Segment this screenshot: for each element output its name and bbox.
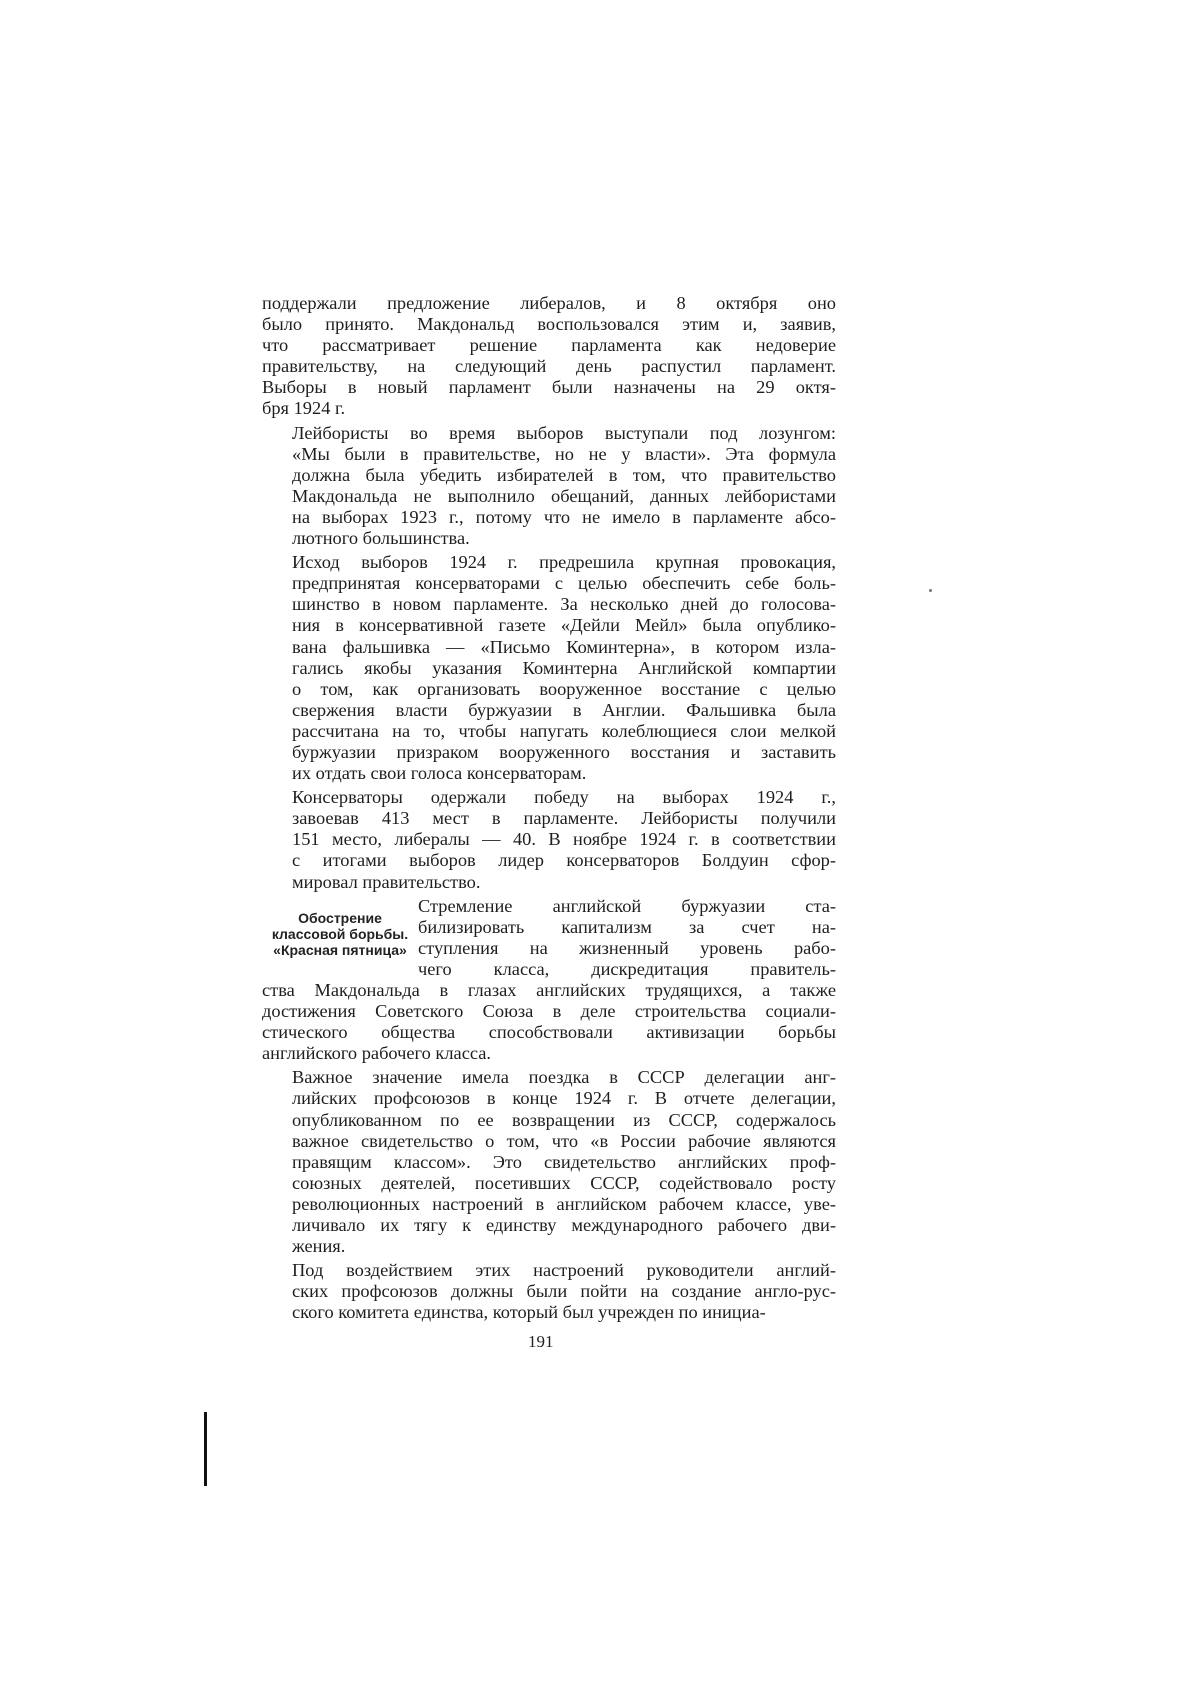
paragraph (262, 552, 836, 784)
text-line: поддержали предложение либералов, и 8 октября оно (262, 293, 836, 313)
side-heading-section (262, 896, 836, 980)
text-line: Под воздействием этих настроений руководители англий- (292, 1260, 836, 1281)
text-line: ступления на жизненный уровень рабо- (418, 937, 836, 958)
text-line: опубликованном по ее возвращении из СССР, содержалось (292, 1109, 836, 1130)
section-heading-line: классовой борьбы. (271, 925, 409, 942)
page-number: 191 (528, 1332, 554, 1351)
text-line: 151 место, либералы — 40. В ноябре 1924 г. в соответствии (292, 829, 836, 850)
text-line: английского рабочего класса. (262, 1043, 492, 1064)
text-line: лийских профсоюзов в конце 1924 г. В отчете делегации, (292, 1088, 836, 1109)
text-line: революционных настроений в английском рабочем классе, уве- (292, 1193, 836, 1214)
bottom-paragraphs (262, 1067, 836, 1323)
side-paragraph-start (418, 896, 836, 980)
top-paragraphs (262, 293, 836, 893)
paragraph (262, 1067, 836, 1257)
text-line: свержения власти буржуазии в Англии. Фальшивка была (292, 699, 836, 720)
side-paragraph-continuation (262, 980, 836, 1064)
paragraph (262, 787, 836, 892)
text-line: Важное значение имела поездка в СССР делегации анг- (292, 1067, 836, 1088)
paragraph (262, 423, 836, 550)
text-line: предпринятая консерваторами с целью обеспечить себе боль- (292, 573, 836, 594)
margin-mark (204, 1412, 207, 1486)
text-line: ских профсоюзов должны были пойти на создание англо-рус- (292, 1281, 836, 1302)
text-line: рассчитана на то, чтобы напугать колеблющиеся слои мелкой (292, 720, 836, 741)
text-line: ского комитета единства, который был учрежден по инициа- (292, 1302, 766, 1323)
text-line: ства Макдональда в глазах английских трудящихся, а также (262, 980, 836, 1000)
text-line: шинство в новом парламенте. За несколько дней до голосова- (292, 594, 836, 615)
text-line: Лейбористы во время выборов выступали под лозунгом: (292, 422, 836, 443)
text-line: Консерваторы одержали победу на выборах 1924 г., (292, 787, 836, 808)
text-line: союзных деятелей, посетивших СССР, содействовало росту (292, 1172, 836, 1193)
text-line: правящим классом». Это свидетельство английских проф- (292, 1151, 836, 1172)
text-line: должна была убедить избирателей в том, что правительство (292, 464, 836, 485)
text-line: Стремление английской буржуазии ста- (418, 895, 836, 916)
text-line: билизировать капитализм за счет на- (418, 916, 836, 937)
text-line: достижения Советского Союза в деле строительства социали- (262, 1001, 836, 1022)
text-line: личивало их тягу к единству международного рабочего дви- (292, 1215, 836, 1236)
text-line: мировал правительство. (292, 871, 481, 892)
text-line: Выборы в новый парламент были назначены на 29 октя- (262, 377, 836, 398)
section-heading-line: Обострение (298, 909, 382, 926)
text-line: их отдать свои голоса консерваторам. (292, 763, 587, 784)
text-line: гались якобы указания Коминтерна Английской компартии (292, 657, 836, 678)
book-page-text (262, 293, 836, 1327)
section-heading-line: «Красная пятница» (273, 941, 407, 958)
text-line: «Мы были в правительстве, но не у власти». Эта формула (292, 443, 836, 464)
text-line: жения. (292, 1236, 346, 1257)
text-line: что рассматривает решение парламента как недоверие (262, 335, 836, 356)
section-heading (262, 896, 418, 958)
scan-speck (929, 589, 932, 592)
text-line: стического общества способствовали активизации борьбы (262, 1022, 836, 1043)
text-line: Макдональда не выполнило обещаний, данных лейбористами (292, 485, 836, 506)
text-line: с итогами выборов лидер консерваторов Болдуин сфор- (292, 850, 836, 871)
text-line: лютного большинства. (292, 528, 470, 549)
text-line: на выборах 1923 г., потому что не имело в парламенте абсо- (292, 506, 836, 527)
text-line: ния в консервативной газете «Дейли Мейл» была опублико- (292, 615, 836, 636)
text-line: было принято. Макдональд воспользовался этим и, заявив, (262, 314, 836, 335)
paragraph (262, 293, 836, 420)
text-line: о том, как организовать вооруженное восстание с целью (292, 678, 836, 699)
text-line: правительству, на следующий день распустил парламент. (262, 356, 836, 377)
text-line: завоевав 413 мест в парламенте. Лейбористы получили (292, 808, 836, 829)
text-line: важное свидетельство о том, что «в России рабочие являются (292, 1130, 836, 1151)
text-line: вана фальшивка — «Письмо Коминтерна», в котором изла- (292, 636, 836, 657)
paragraph (262, 1260, 836, 1323)
text-line: бря 1924 г. (262, 398, 346, 419)
text-line: чего класса, дискредитация правитель- (418, 958, 836, 979)
text-line: Исход выборов 1924 г. предрешила крупная провокация, (292, 552, 836, 573)
text-line: буржуазии призраком вооруженного восстания и заставить (292, 741, 836, 762)
